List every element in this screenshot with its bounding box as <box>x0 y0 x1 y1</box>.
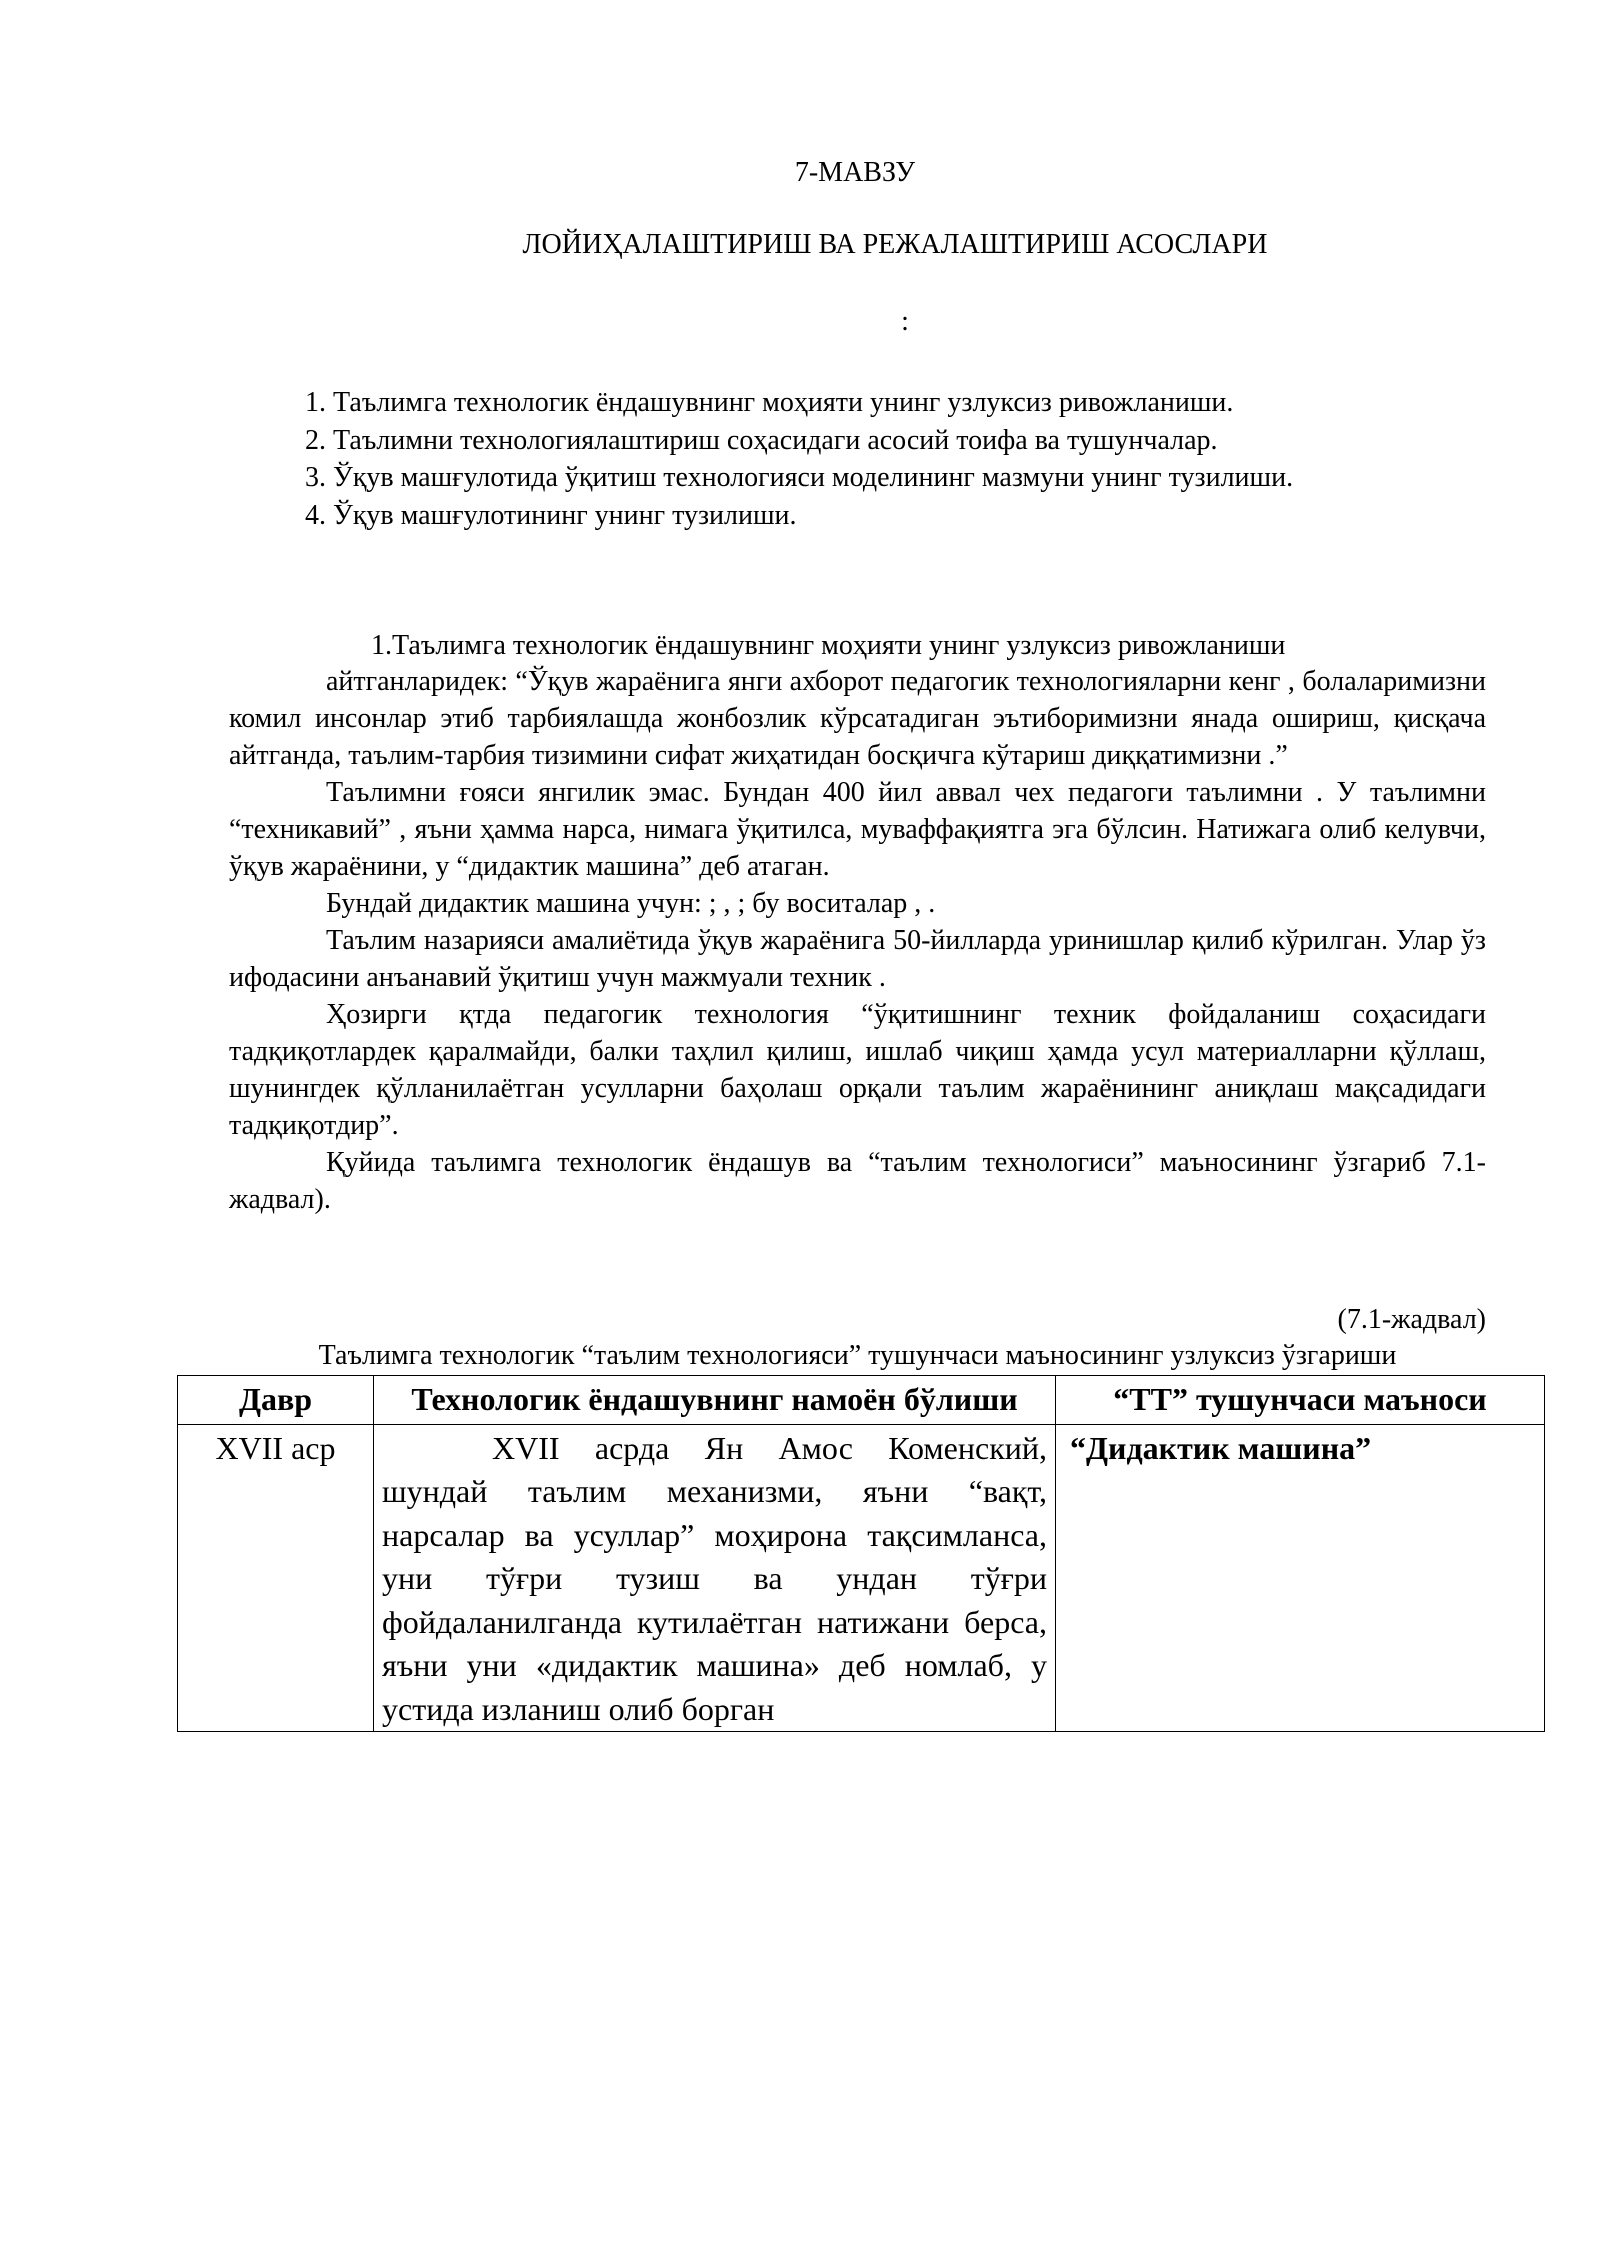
table-header-cell: “ТТ” тушунчаси маъноси <box>1056 1376 1545 1425</box>
topic-title: ЛОЙИҲАЛАШТИРИШ ВА РЕЖАЛАШТИРИШ АСОСЛАРИ <box>522 229 1268 260</box>
paragraph: Бундай дидактик машина учун: ; , ; бу воситалар , . <box>326 888 936 919</box>
table-number: (7.1-жадвал) <box>1337 1304 1486 1335</box>
outline-item: 3. Ўқув машғулотида ўқитиш технологияси моделининг мазмуни унинг тузилиши. <box>305 462 1294 493</box>
topic-outline <box>305 384 1505 534</box>
table-cell-meaning: “Дидактик машина” <box>1056 1424 1545 1732</box>
table-cell-period: XVII аср <box>178 1424 374 1732</box>
paragraph: Ҳозирги қтда педагогик технология “ўқитишнинг техник фойдаланиш соҳасидаги тадқиқотлардек қаралмайди, балки таҳлил қилиш, ишлаб чиқиш ҳамда усул материалларни қўллаш, шунингдек қўлланилаётган усулларни баҳолаш орқали таълим жараёнининг аниқлаш мақсадидаги тадқиқотдир”. <box>229 999 1486 1141</box>
table-caption: Таълимга технологик “таълим технологияси” тушунчаси маъносининг узлуксиз ўзгариши <box>318 1340 1397 1371</box>
paragraph: Таълимни ғояси янгилик эмас. Бундан 400 йил аввал чех педагоги таълимни . У таълимни “техникавий” , яъни ҳамма нарса, нимага ўқитилса, муваффақиятга эга бўлсин. Натижага олиб келувчи, ўқув жараёнини, у “дидактик машина” деб атаган. <box>229 777 1486 882</box>
paragraph: Таълим назарияси амалиётида ўқув жараёнига 50-йилларда уринишлар қилиб кўрилган. Улар ўз ифодасини анъанавий ўқитиш учун мажмуали техник . <box>229 925 1486 993</box>
topic-number: 7-МАВЗУ <box>794 157 916 188</box>
data-table <box>177 1375 1545 1732</box>
outline-item: 4. Ўқув машғулотининг унинг тузилиши. <box>305 499 797 531</box>
section-heading: 1.Таълимга технологик ёндашувнинг моҳияти унинг узлуксиз ривожланиши <box>371 630 1286 661</box>
table-header-cell: Технологик ёндашувнинг намоён бўлиши <box>374 1376 1056 1425</box>
plan-colon: : <box>901 306 909 337</box>
table-row <box>178 1424 1545 1732</box>
body-text <box>229 663 1486 1218</box>
outline-item: 2. Таълимни технологиялаштириш соҳасидаги асосий тоифа ва тушунчалар. <box>305 424 1218 456</box>
outline-item: 1. Таълимга технологик ёндашувнинг моҳияти унинг узлуксиз ривожланиши. <box>305 387 1234 418</box>
table-cell-approach: XVII асрда Ян Амос Коменский, шундай таълим механизми, яъни “вақт, нарсалар ва усуллар” моҳирона тақсимланса, уни тўғри тузиш ва ундан тўғри фойдаланилганда кутилаётган натижани берса, яъни уни «дидактик машина» деб номлаб, у устида изланиш олиб борган <box>374 1424 1056 1732</box>
table-header-row <box>178 1376 1545 1425</box>
paragraph: Қуйида таълимга технологик ёндашув ва “таълим технологиси” маъносининг ўзгариб 7.1-жадвал). <box>229 1147 1486 1215</box>
table-header-cell: Давр <box>178 1376 374 1425</box>
paragraph: айтганларидек: “Ўқув жараёнига янги ахборот педагогик технологияларни кенг , болаларимизни комил инсонлар этиб тарбиялашда жонбозлик кўрсатадиган эътиборимизни янада ошириш, қисқача айтганда, таълим-тарбия тизимини сифат жиҳатидан босқичга кўтариш диққатимизни .” <box>229 666 1486 771</box>
